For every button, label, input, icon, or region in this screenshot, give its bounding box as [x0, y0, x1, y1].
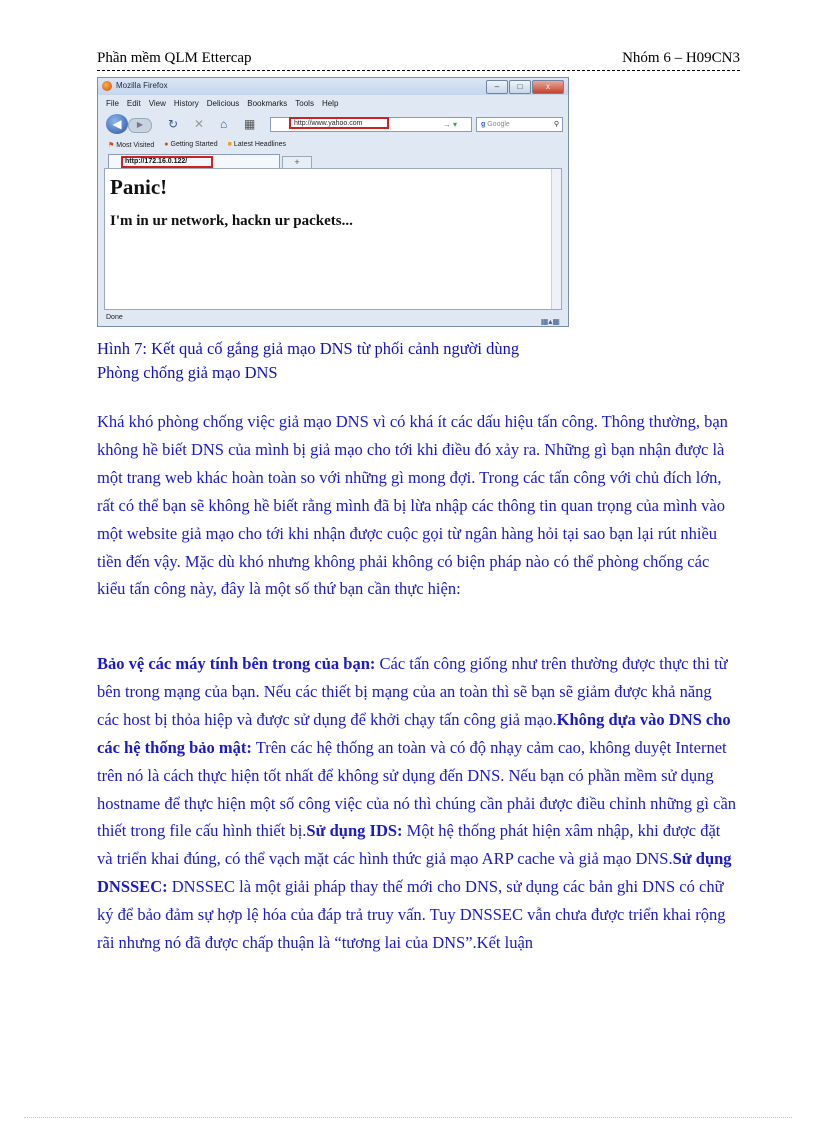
rss-icon: ■ [227, 141, 232, 148]
browser-page-content [104, 168, 562, 310]
browser-title-bar [98, 78, 568, 95]
browser-screenshot [97, 77, 569, 327]
firefox-small-icon: ● [164, 141, 169, 148]
header-title: Phần mềm QLM Ettercap [97, 50, 252, 66]
measure-3-title: Sử dụng IDS: [306, 821, 403, 841]
close-button[interactable]: x [532, 80, 564, 94]
maximize-button[interactable]: □ [509, 80, 531, 94]
url-highlight: http://www.yahoo.com [289, 117, 389, 129]
tab-title-highlight: http://172.16.0.122/ [121, 156, 213, 168]
measure-1-text: Các tấn công giống như trên thường được thực thi từ bên trong mạng của bạn. Nếu các thiết bị mạng của an toàn thì sẽ bạn sẽ giảm được khả năng các host bị thỏa hiệp và được sử dụng để khởi chạy tấn công giả mạo. [97, 654, 728, 729]
search-placeholder: Google [487, 121, 510, 128]
bookmark-getting-started[interactable]: ● Getting Started [164, 141, 218, 148]
menu-file[interactable]: File [106, 98, 119, 108]
bookmark-most-visited[interactable]: ⚑ Most Visited [108, 141, 155, 149]
page-text: I'm in ur network, hackn ur packets... [110, 213, 353, 229]
menu-history[interactable]: History [173, 98, 199, 108]
menu-tools[interactable]: Tools [295, 98, 314, 108]
bookmarks-toolbar [98, 138, 568, 151]
paragraph-intro: Khá khó phòng chống việc giả mạo DNS vì có khá ít các dấu hiệu tấn công. Thông thường, bạn không hề biết DNS của mình bị giả mạo cho tới khi điều đó xảy ra. Những gì bạn nhận được là một trang web khác hoàn toàn so với những gì mong đợi. Trong các tấn công với chủ đích lớn, rất có thể bạn sẽ không hề biết rằng mình đã bị lừa nhập các thông tin quan trọng của mình vào một website giả mạo cho tới khi nhận được cuộc gọi từ ngân hàng hỏi tại sao bạn lại rút nhiều tiền đến vậy. Mặc dù khó nhưng không phải không có biện pháp nào có thể phòng chống các kiểu tấn công này, đây là một số thứ bạn cần thực hiện: [97, 412, 728, 599]
page-bottom-rule [24, 1117, 792, 1118]
search-input[interactable] [476, 117, 563, 132]
google-icon: g [481, 121, 486, 128]
tab-bar [98, 152, 568, 168]
menu-view[interactable]: View [148, 98, 166, 108]
scrollbar[interactable] [551, 169, 561, 309]
browser-window-title: Mozilla Firefox [116, 81, 168, 90]
bookmark-icon: ⚑ [108, 141, 115, 149]
window-buttons [486, 80, 564, 93]
reload-icon[interactable]: ↻ [168, 117, 179, 131]
browser-nav-bar [98, 111, 568, 137]
figure-caption [97, 337, 519, 385]
menu-bookmarks[interactable]: Bookmarks [247, 98, 288, 108]
measure-2-text: Trên các hệ thống an toàn và có độ nhạy cảm cao, không duyệt Internet trên nó là cách thực hiện tốt nhất để không sử dụng đến DNS. Nếu bạn có phần mềm sử dụng hostname để thực hiện một số công việc của nó thì chúng cần phải được điều chỉnh những gì cần thiết trong file cấu hình thiết bị. [97, 737, 737, 841]
bookmark-page-icon[interactable]: ▦ [244, 117, 256, 131]
section-heading: Phòng chống giả mạo DNS [97, 363, 278, 382]
measure-3-text: Một hệ thống phát hiện xâm nhập, khi được đặt và triển khai đúng, có thể vạch mặt các hình thức giả mạo ARP cache và giả mạo DNS. [97, 821, 721, 869]
page-header [97, 50, 740, 71]
menu-edit[interactable]: Edit [126, 98, 141, 108]
page-heading: Panic! [110, 175, 168, 199]
header-group: Nhóm 6 – H09CN3 [622, 50, 740, 66]
menu-delicious[interactable]: Delicious [206, 98, 240, 108]
status-icons: ▦▴▦ [540, 317, 560, 326]
measure-1-title: Bảo vệ các máy tính bên trong của bạn: [97, 654, 376, 673]
new-tab-button[interactable]: + [282, 156, 312, 169]
measure-2-title: Không dựa vào DNS cho các hệ thống bảo mật: [97, 709, 731, 757]
status-bar [98, 310, 568, 326]
bookmark-latest-headlines[interactable]: ■ Latest Headlines [227, 141, 286, 148]
paragraph-measures [97, 650, 737, 957]
minimize-button[interactable]: – [486, 80, 508, 94]
back-arrow-icon[interactable]: ◀ [106, 114, 128, 134]
measure-4-title: Sử dụng DNSSEC: [97, 849, 732, 897]
status-text: Done [106, 314, 123, 321]
menu-help[interactable]: Help [321, 98, 339, 108]
figure-caption-text: Hình 7: Kết quả cố gắng giả mạo DNS từ phối cảnh người dùng [97, 339, 520, 358]
browser-menu-bar [98, 96, 568, 110]
measure-4-text: DNSSEC là một giải pháp thay thế mới cho DNS, sử dụng các bản ghi DNS có chữ ký để bảo đảm sự hợp lệ hóa của đáp trả truy vấn. Tuy DNSSEC vẫn chưa được triển khai rộng rãi nhưng nó đã được chấp thuận là “tương lai của DNS”.Kết luận [97, 877, 726, 953]
search-icon[interactable]: ⚲ [553, 121, 559, 128]
tab-current[interactable] [108, 154, 280, 169]
home-icon[interactable]: ⌂ [220, 117, 228, 131]
firefox-icon [102, 81, 112, 91]
forward-arrow-icon[interactable]: ▶ [128, 118, 152, 133]
stop-icon[interactable]: ✕ [194, 117, 205, 131]
go-arrow-icon[interactable]: → ▾ [442, 120, 457, 129]
url-bar[interactable] [270, 117, 472, 132]
